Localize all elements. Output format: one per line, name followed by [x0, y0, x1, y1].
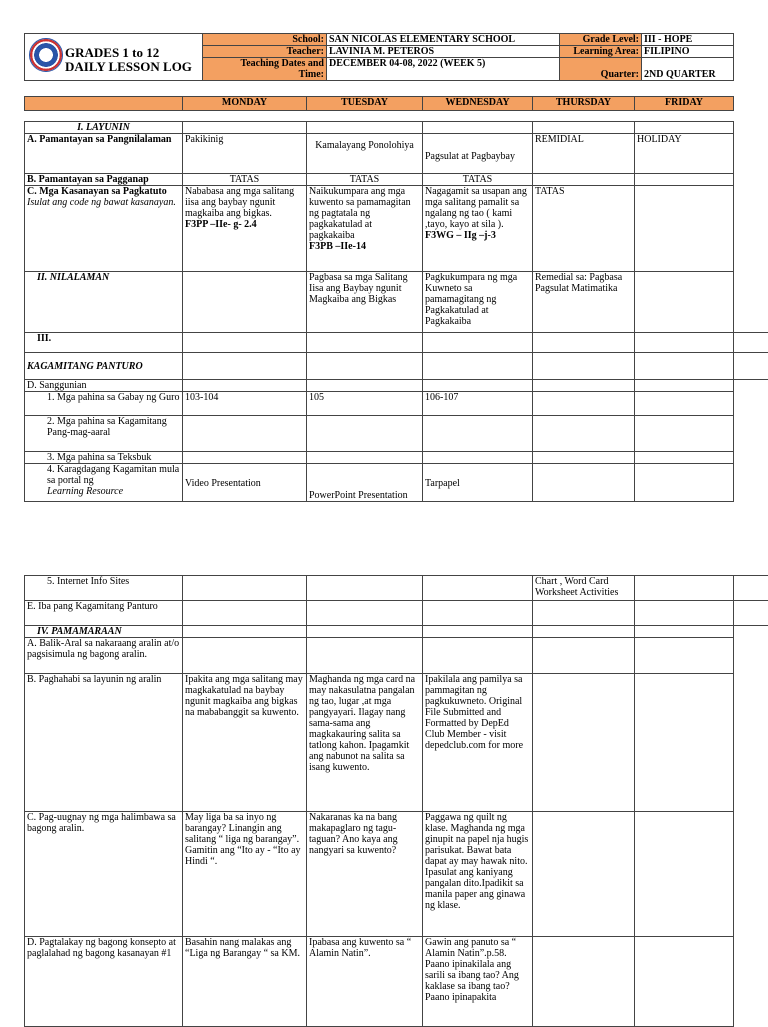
teacher-label: Teacher:: [203, 46, 327, 58]
row-pd-wed: Gawin ang panuto sa “ Alamin Natin”.p.58. Paano ipinakilala ang sarili sa ibang tao? Ang kaklase sa ibang tao? Paano ipinapakita: [423, 937, 533, 1027]
row-pd-mon: Basahin nang malakas ang “Liga ng Barangay “ sa KM.: [183, 937, 307, 1027]
kagamitan-heading: KAGAMITANG PANTURO: [25, 353, 183, 380]
row-e-label: E. Iba pang Kagamitang Panturo: [25, 601, 183, 626]
school-label: School:: [203, 34, 327, 46]
row-c-tue-code: F3PB –IIe-14: [309, 241, 366, 252]
row-pb-tue: Maghanda ng mga card na may nakasulatna pangalan ng tao, lugar ,at mga pangyayari. Ilagay nang sama-sama ang magkakauring salita sa tatlong kahon. Ipagamkit ang nabunot na salita sa isang kuwento.: [307, 674, 423, 812]
days-blank: [25, 97, 183, 111]
row-c-label: [25, 186, 183, 272]
row-a-label: A. Pamantayan sa Pangnilalaman: [25, 134, 183, 174]
row-a-thu: REMIDIAL: [533, 134, 635, 174]
dates-label-line1: Teaching Dates and: [240, 58, 324, 69]
row-b-tue: TATAS: [307, 174, 423, 186]
row-c-mon-text: Nababasa ang mga salitang iisa ang baybay ngunit magkaiba ang bigkas.: [185, 186, 295, 219]
row-c-mon-code: F3PP –IIe- g- 2.4: [185, 219, 257, 230]
row-d4-title: 4. Karagdagang Kagamitan mula sa portal ng: [47, 464, 180, 486]
section-iii-heading: III.: [25, 333, 183, 353]
area-value: FILIPINO: [642, 46, 734, 58]
grade-value: III - HOPE: [642, 34, 734, 46]
row-a-tue: Kamalayang Ponolohiya: [307, 134, 423, 174]
row-pd-label: D. Pagtalakay ng bagong konsepto at paglalahad ng bagong kasanayan #1: [25, 937, 183, 1027]
quarter-value: 2ND QUARTER: [642, 58, 734, 81]
days-header: [24, 96, 734, 111]
row-c-title: C. Mga Kasanayan sa Pagkatuto: [27, 186, 167, 197]
school-value: SAN NICOLAS ELEMENTARY SCHOOL: [327, 34, 560, 46]
row-a-wed: Pagsulat at Pagbaybay: [423, 134, 533, 174]
row-d1-wed: 106-107: [423, 392, 533, 416]
header-table: [24, 33, 734, 81]
deped-seal-icon: [29, 38, 63, 72]
row-nil-wed: Pagkukumpara ng mga Kuwneto sa pamamagitang ng Pagkakatulad at Pagkakaiba: [423, 272, 533, 333]
row-d-label: D. Sanggunian: [25, 380, 183, 392]
row-c-wed-text: Nagagamit sa usapan ang mga salitang pamalit sa ngalang ng tao ( kami ,tayo, kayo at sila ).: [425, 186, 527, 230]
row-nil-tue: Pagbasa sa mga Salitang Iisa ang Baybay ngunit Magkaiba ang Bigkas: [307, 272, 423, 333]
day-monday: MONDAY: [183, 97, 307, 111]
row-d5-label: 5. Internet Info Sites: [25, 576, 183, 601]
dates-label-line2: Time:: [298, 69, 324, 80]
row-pc-tue: Nakaranas ka na bang makapaglaro ng tagu-taguan? Ano kaya ang nangyari sa kuwento?: [307, 812, 423, 937]
day-friday: FRIDAY: [635, 97, 734, 111]
row-d5-thu: Chart , Word Card Worksheet Activities: [533, 576, 635, 601]
row-a-fri: HOLIDAY: [635, 134, 734, 174]
row-pc-wed: Paggawa ng quilt ng klase. Maghanda ng mga ginupit na papel nja hugis parisukat. Bawat bata dapat ay may hawak nito. Ipasulat ang kaniyang pangalan dito.Ipadikit sa manila paper ang ginawa ng klase.: [423, 812, 533, 937]
row-b-label: B. Pamantayan sa Pagganap: [25, 174, 183, 186]
day-wednesday: WEDNESDAY: [423, 97, 533, 111]
row-c-sub: Isulat ang code ng bawat kasanayan.: [27, 197, 176, 208]
row-pc-mon: May liga ba sa inyo ng barangay? Linangin ang salitang “ liga ng barangay”. Gamitin ang “Ito ay - “Ito ay Hindi “.: [183, 812, 307, 937]
row-c-mon: [183, 186, 307, 272]
row-pb-mon: Ipakita ang mga salitang may magkakatulad na baybay ngunit magkaiba ang bigkas na mababanggit sa kuwento.: [183, 674, 307, 812]
row-pa-label: A. Balik-Aral sa nakaraang aralin at/o pagsisimula ng bagong aralin.: [25, 638, 183, 674]
dates-value: DECEMBER 04-08, 2022 (WEEK 5): [327, 58, 560, 81]
row-c-tue-text: Naikukumpara ang mga kuwento sa pamamagitan ng pagtatala ng pagkakatulad at pagkakaiba: [309, 186, 411, 241]
header-title-cell: [25, 34, 203, 81]
nilalaman-heading: II. NILALAMAN: [25, 272, 183, 333]
teacher-value: LAVINIA M. PETEROS: [327, 46, 560, 58]
row-d1-tue: 105: [307, 392, 423, 416]
day-thursday: THURSDAY: [533, 97, 635, 111]
row-d1-label: 1. Mga pahina sa Gabay ng Guro: [25, 392, 183, 416]
row-c-thu: TATAS: [533, 186, 635, 272]
row-d3-label: 3. Mga pahina sa Teksbuk: [25, 452, 183, 464]
row-pb-wed: Ipakilala ang pamilya sa pammagitan ng pagkukuwneto. Original File Submitted and Formatted by DepEd Club Member - visit depedclub.com for more: [423, 674, 533, 812]
quarter-label: Quarter:: [560, 58, 642, 81]
day-tuesday: TUESDAY: [307, 97, 423, 111]
title-line-1: GRADES 1 to 12: [65, 45, 160, 60]
title-line-2: DAILY LESSON LOG: [65, 59, 192, 74]
row-c-tue: [307, 186, 423, 272]
row-d4-mon: Video Presentation: [183, 464, 307, 502]
row-c-wed-code: F3WG – IIg –j-3: [425, 230, 496, 241]
lesson-table-page2: [24, 575, 768, 1027]
row-nil-thu: Remedial sa: Pagbasa Pagsulat Matimatika: [533, 272, 635, 333]
row-d2-label: 2. Mga pahina sa Kagamitang Pang-mag-aaral: [25, 416, 183, 452]
row-d1-mon: 103-104: [183, 392, 307, 416]
row-d4-wed: Tarpapel: [423, 464, 533, 502]
grade-label: Grade Level:: [560, 34, 642, 46]
layunin-heading: I. LAYUNIN: [25, 122, 183, 134]
row-pd-tue: Ipabasa ang kuwento sa “ Alamin Natin”.: [307, 937, 423, 1027]
row-pc-label: C. Pag-uugnay ng mga halimbawa sa bagong aralin.: [25, 812, 183, 937]
lesson-table-page1: [24, 121, 768, 502]
pamamaraan-heading: IV. PAMAMARAAN: [25, 626, 183, 638]
row-d4-sub: Learning Resource: [47, 486, 124, 497]
row-d4-label: [25, 464, 183, 502]
row-b-mon: TATAS: [183, 174, 307, 186]
dates-label: [203, 58, 327, 81]
row-b-wed: TATAS: [423, 174, 533, 186]
area-label: Learning Area:: [560, 46, 642, 58]
row-a-mon: Pakikinig: [183, 134, 307, 174]
row-d4-tue: PowerPoint Presentation: [307, 464, 423, 502]
row-pb-label: B. Paghahabi sa layunin ng aralin: [25, 674, 183, 812]
row-c-wed: [423, 186, 533, 272]
